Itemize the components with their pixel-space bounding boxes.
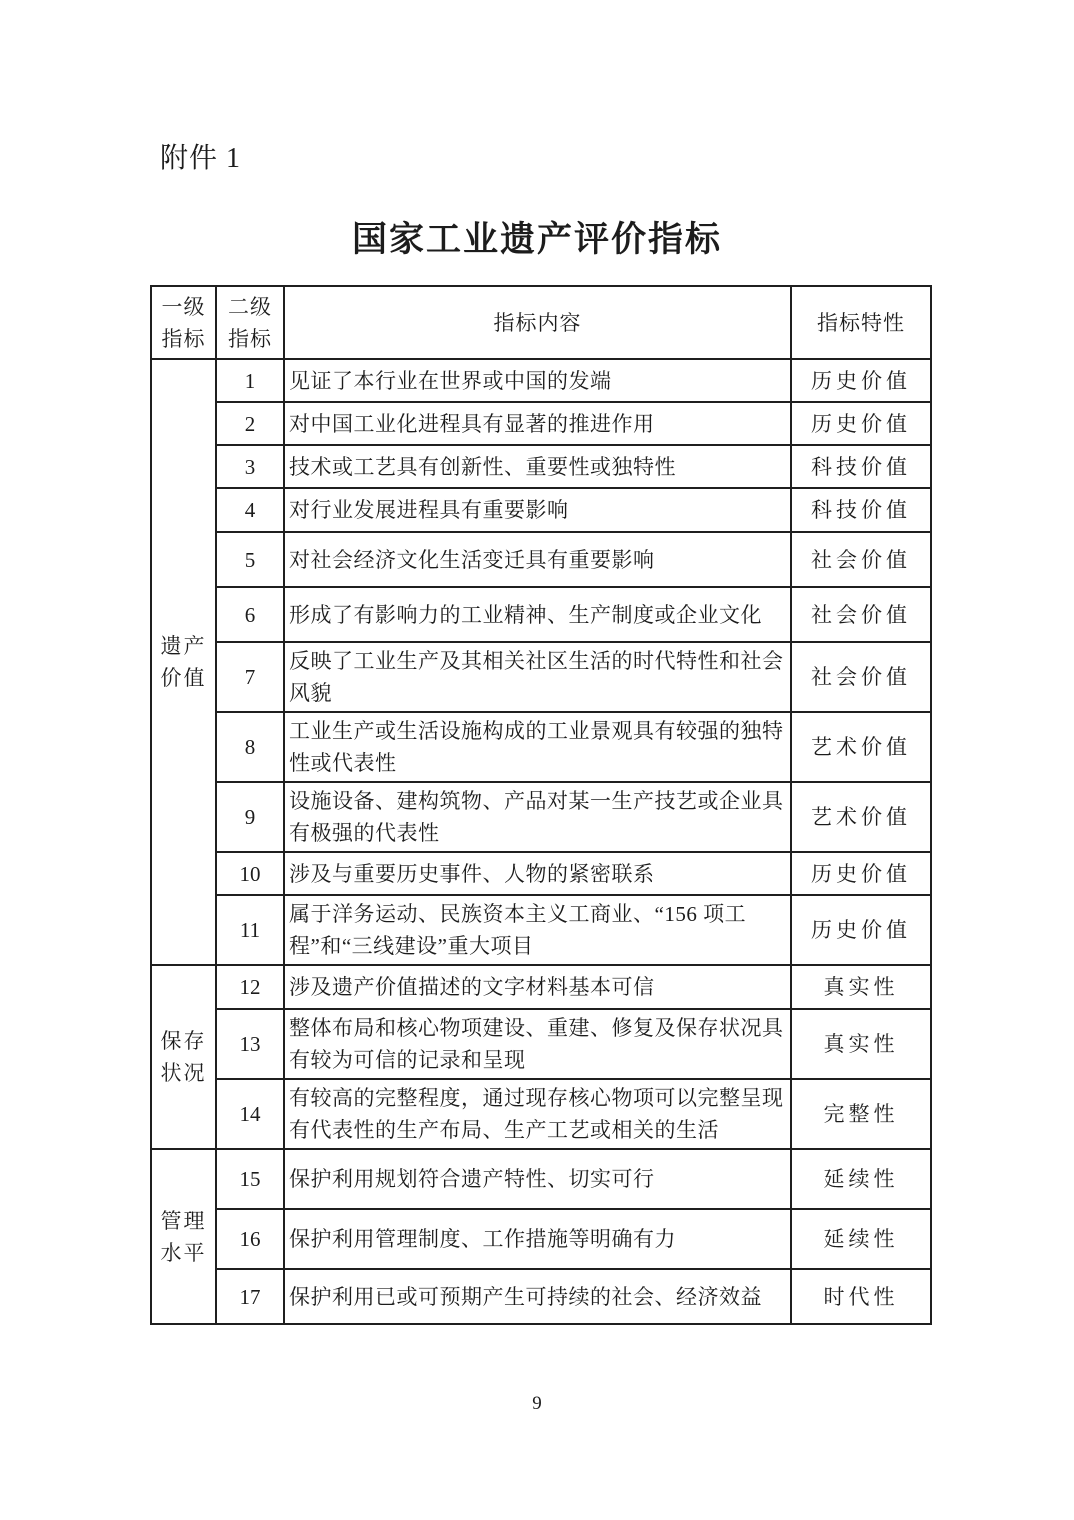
trait-cell: 艺术价值 [791, 782, 931, 852]
trait-cell: 艺术价值 [791, 712, 931, 782]
row-number-cell: 9 [216, 782, 284, 852]
indicator-content-cell: 保护利用已或可预期产生可持续的社会、经济效益 [284, 1269, 791, 1324]
row-number-cell: 4 [216, 488, 284, 532]
table-row [151, 965, 931, 1009]
indicator-content-cell: 对行业发展进程具有重要影响 [284, 488, 791, 532]
table-row [151, 712, 931, 782]
row-number-cell: 7 [216, 642, 284, 712]
row-number-cell: 3 [216, 445, 284, 488]
table-row [151, 1079, 931, 1149]
trait-cell: 时代性 [791, 1269, 931, 1324]
trait-cell: 科技价值 [791, 445, 931, 488]
table-row [151, 488, 931, 532]
group-label-cell: 遗产价值 [151, 359, 216, 965]
trait-cell: 完整性 [791, 1079, 931, 1149]
attachment-label: 附件 1 [160, 143, 242, 174]
row-number-cell: 12 [216, 965, 284, 1009]
trait-cell: 历史价值 [791, 402, 931, 445]
group-label-cell: 保存状况 [151, 965, 216, 1149]
indicator-content-cell: 保护利用管理制度、工作措施等明确有力 [284, 1209, 791, 1269]
trait-cell: 延续性 [791, 1209, 931, 1269]
trait-cell: 真实性 [791, 1009, 931, 1079]
table-row [151, 852, 931, 895]
indicator-content-cell: 涉及遗产价值描述的文字材料基本可信 [284, 965, 791, 1009]
indicator-content-cell: 见证了本行业在世界或中国的发端 [284, 359, 791, 402]
trait-cell: 延续性 [791, 1149, 931, 1209]
table-row [151, 782, 931, 852]
table-row [151, 1009, 931, 1079]
table-row [151, 1149, 931, 1209]
indicator-content-cell: 整体布局和核心物项建设、重建、修复及保存状况具有较为可信的记录和呈现 [284, 1009, 791, 1079]
trait-cell: 历史价值 [791, 359, 931, 402]
row-number-cell: 16 [216, 1209, 284, 1269]
group-label-cell: 管理水平 [151, 1149, 216, 1324]
header-content: 指标内容 [284, 286, 791, 359]
indicator-content-cell: 工业生产或生活设施构成的工业景观具有较强的独特性或代表性 [284, 712, 791, 782]
row-number-cell: 10 [216, 852, 284, 895]
trait-cell: 社会价值 [791, 587, 931, 642]
indicator-content-cell: 形成了有影响力的工业精神、生产制度或企业文化 [284, 587, 791, 642]
row-number-cell: 15 [216, 1149, 284, 1209]
trait-cell: 科技价值 [791, 488, 931, 532]
indicator-content-cell: 保护利用规划符合遗产特性、切实可行 [284, 1149, 791, 1209]
table-header-row [151, 286, 931, 359]
header-level1: 一级指标 [151, 286, 216, 359]
table-row [151, 642, 931, 712]
row-number-cell: 6 [216, 587, 284, 642]
indicator-content-cell: 有较高的完整程度，通过现存核心物项可以完整呈现有代表性的生产布局、生产工艺或相关的生活 [284, 1079, 791, 1149]
indicator-content-cell: 技术或工艺具有创新性、重要性或独特性 [284, 445, 791, 488]
row-number-cell: 2 [216, 402, 284, 445]
indicator-content-cell: 对中国工业化进程具有显著的推进作用 [284, 402, 791, 445]
trait-cell: 社会价值 [791, 642, 931, 712]
trait-cell: 历史价值 [791, 895, 931, 965]
row-number-cell: 13 [216, 1009, 284, 1079]
table-row [151, 1269, 931, 1324]
indicator-content-cell: 设施设备、建构筑物、产品对某一生产技艺或企业具有极强的代表性 [284, 782, 791, 852]
trait-cell: 社会价值 [791, 532, 931, 587]
indicator-content-cell: 反映了工业生产及其相关社区生活的时代特性和社会风貌 [284, 642, 791, 712]
indicator-table [150, 285, 932, 1325]
table-row [151, 532, 931, 587]
indicator-content-cell: 涉及与重要历史事件、人物的紧密联系 [284, 852, 791, 895]
table-row [151, 895, 931, 965]
table-row [151, 1209, 931, 1269]
table-row [151, 587, 931, 642]
row-number-cell: 1 [216, 359, 284, 402]
row-number-cell: 11 [216, 895, 284, 965]
row-number-cell: 5 [216, 532, 284, 587]
trait-cell: 历史价值 [791, 852, 931, 895]
table-row [151, 402, 931, 445]
table-row [151, 445, 931, 488]
trait-cell: 真实性 [791, 965, 931, 1009]
indicator-content-cell: 对社会经济文化生活变迁具有重要影响 [284, 532, 791, 587]
row-number-cell: 14 [216, 1079, 284, 1149]
page-title: 国家工业遗产评价指标 [351, 220, 722, 259]
header-trait: 指标特性 [791, 286, 931, 359]
header-level2: 二级指标 [216, 286, 284, 359]
table-row [151, 359, 931, 402]
indicator-content-cell: 属于洋务运动、民族资本主义工商业、“156 项工程”和“三线建设”重大项目 [284, 895, 791, 965]
row-number-cell: 17 [216, 1269, 284, 1324]
page-number: 9 [532, 1393, 542, 1414]
row-number-cell: 8 [216, 712, 284, 782]
